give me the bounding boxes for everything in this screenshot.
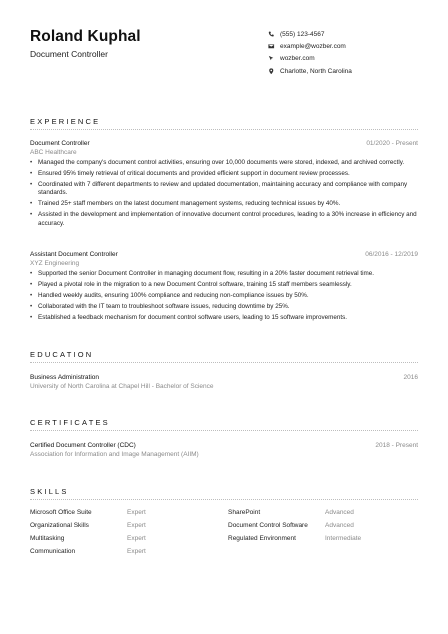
experience-heading: EXPERIENCE: [30, 117, 101, 126]
list-item: • Established a feedback mechanism for document control software users, leading to 15 software improvements.: [30, 314, 418, 322]
candidate-role: Document Controller: [30, 49, 108, 59]
education-degree: Business Administration: [30, 374, 100, 381]
skill-name: SharePoint: [228, 509, 261, 516]
skills-heading: SKILLS: [30, 487, 69, 496]
list-item: • Collaborated with the IT team to troubleshoot software issues, reducing downtime by 25%.: [30, 303, 418, 311]
list-item: • Coordinated with 7 different departments to review and updated documentation, maintaining accuracy and compliance with company standards.: [30, 181, 418, 198]
education-heading: EDUCATION: [30, 350, 94, 359]
job-company: XYZ Engineering: [30, 260, 80, 267]
certificates-divider: [30, 430, 418, 431]
education-school: University of North Carolina at Chapel Hill - Bachelor of Science: [30, 383, 214, 390]
skill-name: Multitasking: [30, 535, 65, 542]
contact-email-text[interactable]: example@wozber.com: [280, 42, 346, 50]
skill-name: Microsoft Office Suite: [30, 509, 92, 516]
list-item: • Ensured 95% timely retrieval of critical documents and provided efficient support in document review processes.: [30, 170, 418, 178]
skill-level: Advanced: [325, 522, 354, 529]
skill-name: Organizational Skills: [30, 522, 89, 529]
phone-icon: [268, 31, 280, 38]
job-title: Assistant Document Controller: [30, 251, 118, 258]
contact-phone: [268, 28, 428, 40]
certificates-heading: CERTIFICATES: [30, 418, 110, 427]
certificate-name: Certified Document Controller (CDC): [30, 442, 136, 449]
list-item: • Played a pivotal role in the migration to a new Document Control software, training 15 staff members seamlessly.: [30, 281, 418, 289]
list-item: • Handled weekly audits, ensuring 100% compliance and reducing non-compliance issues by 50%.: [30, 292, 418, 300]
job-company: ABC Healthcare: [30, 149, 77, 156]
skill-level: Expert: [127, 522, 146, 529]
candidate-name: Roland Kuphal: [30, 28, 141, 45]
skill-name: Document Control Software: [228, 522, 308, 529]
job-dates: 01/2020 - Present: [366, 140, 418, 147]
list-item: • Trained 25+ staff members on the latest document management systems, reducing technical issues by 40%.: [30, 200, 418, 208]
skill-name: Regulated Environment: [228, 535, 296, 542]
experience-divider: [30, 129, 418, 130]
education-year: 2016: [403, 374, 418, 381]
contact-email: [268, 40, 428, 52]
email-icon: [268, 43, 280, 50]
skill-level: Advanced: [325, 509, 354, 516]
skill-name: Communication: [30, 548, 76, 555]
contact-website: [268, 53, 428, 65]
list-item: • Supported the senior Document Controller in managing document flow, resulting in a 20% faster document retrieval time.: [30, 270, 418, 278]
skill-level: Expert: [127, 548, 146, 555]
contact-location-text: Charlotte, North Carolina: [280, 67, 352, 75]
certificate-dates: 2018 - Present: [375, 442, 418, 449]
contact-website-text[interactable]: wozber.com: [280, 55, 315, 63]
job-bullets: [30, 159, 418, 231]
contact-list: [268, 28, 428, 77]
list-item: • Managed the company's document control activities, ensuring over 10,000 documents were stored, indexed, and archived correctly.: [30, 159, 418, 167]
list-item: • Assisted in the development and implementation of innovative document control procedures, leading to a 30% increase in efficiency and accuracy.: [30, 211, 418, 228]
job-dates: 06/2016 - 12/2019: [365, 251, 418, 258]
location-pin-icon: [268, 68, 280, 75]
job-bullets: [30, 270, 418, 325]
job-title: Document Controller: [30, 140, 90, 147]
skills-divider: [30, 499, 418, 500]
skill-level: Expert: [127, 535, 146, 542]
education-divider: [30, 362, 418, 363]
skill-level: Intermediate: [325, 535, 362, 542]
resume-header: [30, 28, 420, 88]
skill-level: Expert: [127, 509, 146, 516]
contact-location: [268, 65, 428, 77]
contact-phone-text: (555) 123-4567: [280, 30, 325, 38]
certificate-issuer: Association for Information and Image Management (AIIM): [30, 451, 199, 458]
link-icon: [268, 55, 280, 62]
